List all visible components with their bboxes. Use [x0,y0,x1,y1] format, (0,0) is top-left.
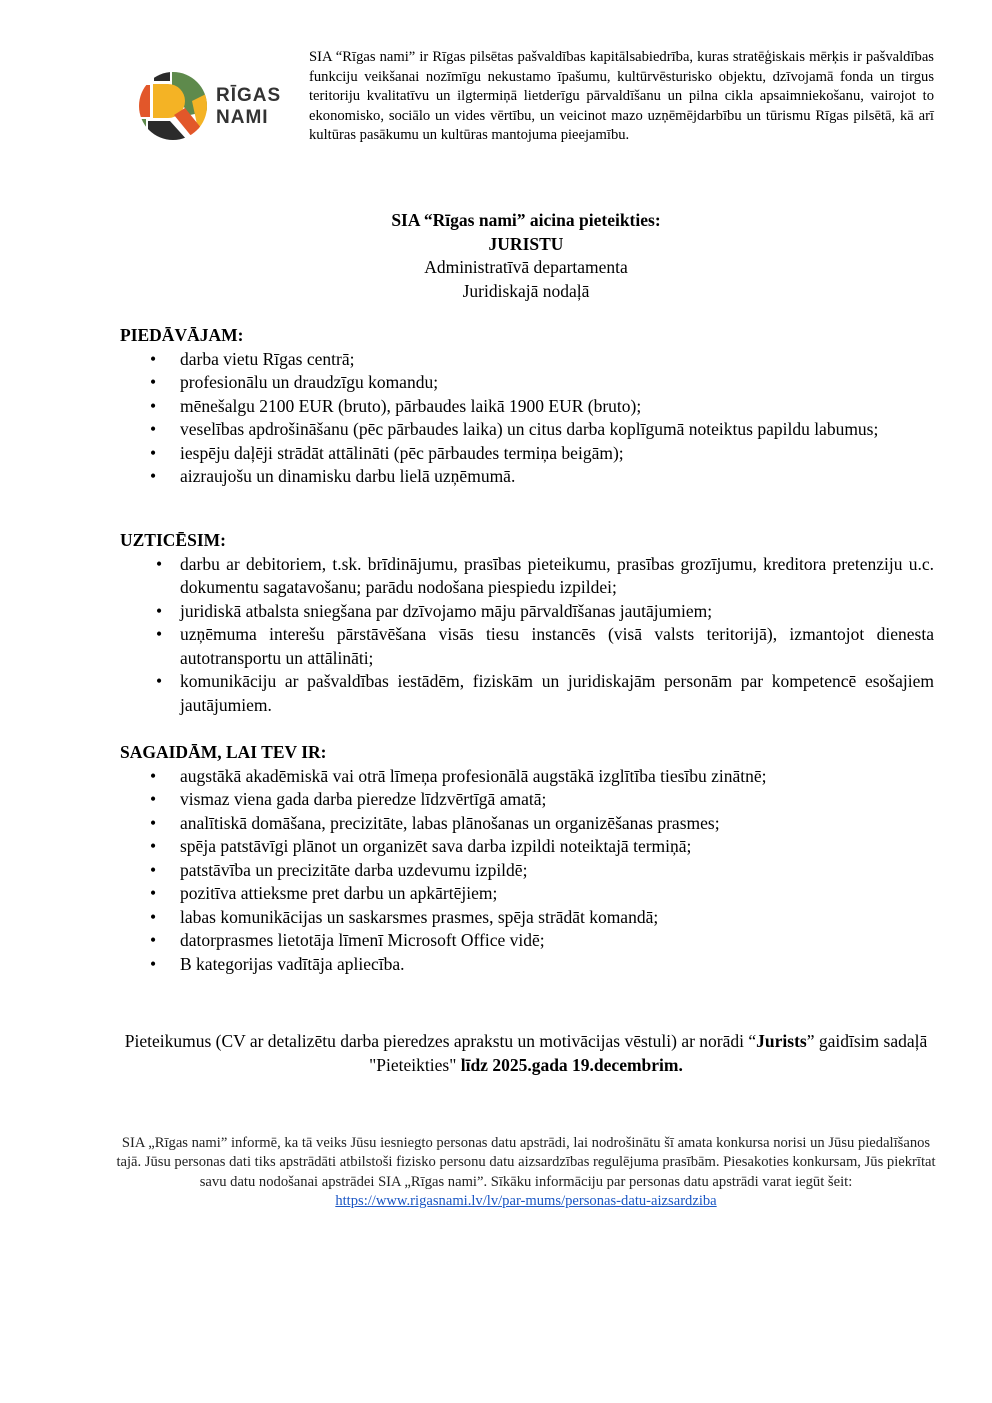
list-item [120,553,934,600]
list-item-text: juridiskā atbalsta sniegšana par dzīvojamo māju pārvaldīšanas jautājumiem; [180,600,713,621]
section-title: UZTICĒSIM: [120,530,226,550]
logo-text-line1: RĪGAS [216,85,282,106]
division-name: Juridiskajā nodaļā [462,280,590,301]
list-item-text: komunikāciju ar pašvaldības iestādēm, fiziskām un juridiskajām personām par kompetencē esošajiem jautājumiem. [180,671,934,715]
bullet-icon: • [150,812,157,833]
company-logo [138,71,282,141]
list-item [120,929,934,953]
list-item-text: analītiskā domāšana, precizitāte, labas plānošanas un organizēšanas prasmes; [180,812,720,833]
list-item-text: labas komunikācijas un saskarsmes prasmes, spēja strādāt komandā; [180,906,659,927]
bullet-icon: • [156,624,163,644]
list-item [120,859,934,883]
list-item-text: aizraujošu un dinamisku darbu lielā uzņēmumā. [180,466,516,486]
list-item [120,670,934,717]
apply-deadline: līdz 2025.gada 19.decembrim. [460,1054,683,1075]
bullet-icon: • [150,953,157,974]
bullet-icon: • [150,789,157,809]
heading-invite: SIA “Rīgas nami” aicina pieteikties: [391,210,661,230]
list-item [120,765,934,789]
list-item [120,623,934,670]
list-item-text: veselības apdrošināšanu (pēc pārbaudes laika) un citus darba koplīgumā noteiktus papildu labumus; [180,419,879,439]
list-item-text: darba vietu Rīgas centrā; [180,348,355,369]
requirements-list [120,765,934,977]
apply-position: Jurists [756,1031,807,1051]
bullet-icon: • [150,372,157,392]
list-item [120,812,934,836]
section-offer [120,324,934,489]
list-item [120,442,934,466]
bullet-icon: • [156,600,163,621]
list-item [120,835,934,859]
list-item-text: pozitīva attieksme pret darbu un apkārtējiem; [180,883,498,903]
list-item [120,371,934,395]
bullet-icon: • [150,348,157,369]
list-item-text: datorprasmes lietotāja līmenī Microsoft Office vidē; [180,930,545,950]
apply-text-part2: ” gaidīsim sadaļā "Pieteikties" [369,1031,928,1075]
list-item [120,395,934,419]
bullet-icon: • [150,395,157,416]
list-item [120,465,934,489]
section-title: PIEDĀVĀJAM: [120,325,244,345]
privacy-text: SIA „Rīgas nami” informē, ka tā veiks Jūsu iesniegto personas datu apstrādi, lai nodrošinātu šī amata konkursa norisi un Jūsu piedalīšanos tajā. Jūsu personas dati tiks apstrādāti atbilstoši fizisko personu datu aizsardzības regulējuma prasībām. Piesakoties konkursam, Jūs piekrītat savu datu nodošanai apstrādei SIA „Rīgas nami”. Sīkāku informāciju par personas datu apstrādi varat iegūt šeit: [116,1135,936,1190]
list-item-text: iespēju daļēji strādāt attālināti (pēc pārbaudes termiņa beigām); [180,442,624,463]
bullet-icon: • [150,906,157,927]
section-requirements [120,741,934,976]
application-instructions [120,1030,932,1077]
logo-text-line2: NAMI [216,107,269,128]
bullet-icon: • [150,883,157,903]
bullet-icon: • [150,930,157,950]
list-item-text: vismaz viena gada darba pieredze līdzvērtīgā amatā; [180,789,547,809]
rigas-nami-logo-icon [138,71,208,141]
bullet-icon: • [150,419,157,439]
bullet-icon: • [150,765,157,786]
list-item-text: mēnešalgu 2100 EUR (bruto), pārbaudes laikā 1900 EUR (bruto); [180,395,642,416]
bullet-icon: • [156,553,163,574]
list-item-text: patstāvība un precizitāte darba uzdevumu izpildē; [180,859,528,880]
position-title: JURISTU [488,233,564,254]
privacy-notice [115,1134,937,1211]
section-title: SAGAIDĀM, LAI TEV IR: [120,742,327,762]
company-intro: SIA “Rīgas nami” ir Rīgas pilsētas pašvaldības kapitālsabiedrība, kuras stratēģiskais mērķis ir pašvaldības funkciju veikšanai nozīmīgu nekustamo īpašumu, kultūrvēsturisko objektu, dzīvojamā fonda un tirgus teritoriju kvalitatīvu un ilgtermiņā lietderīgu pārvaldīšanu un pilna cikla apsaimniekošanu, vairojot to ekonomisko, sociālo un vides vērtību, un veicinot mazo uzņēmējdarbību un tūrismu Rīgas pilsētā, kā arī kultūras pasākumu un kultūras mantojuma pieejamību. [309,49,934,143]
vacancy-heading [120,209,932,303]
list-item [120,418,934,442]
duties-list [120,553,934,718]
apply-text-part1: Pieteikumus (CV ar detalizētu darba pieredzes aprakstu un motivācijas vēstuli) ar norādi “ [124,1031,757,1051]
list-item-text: spēja patstāvīgi plānot un organizēt sava darba izpildi noteiktajā termiņā; [180,836,692,856]
offer-list [120,348,934,489]
bullet-icon: • [150,859,157,880]
privacy-policy-link[interactable]: https://www.rigasnami.lv/lv/par-mums/personas-datu-aizsardziba [335,1192,717,1209]
bullet-icon: • [150,442,157,463]
list-item [120,953,934,977]
section-duties [120,529,934,717]
list-item-text: B kategorijas vadītāja apliecība. [180,953,405,974]
list-item [120,600,934,624]
department-name: Administratīvā departamenta [424,257,628,277]
bullet-icon: • [150,466,157,486]
list-item [120,348,934,372]
list-item-text: darbu ar debitoriem, t.sk. brīdinājumu, prasības pieteikumu, prasības grozījumu, kreditora pretenziju u.c. dokumentu sagatavošanu; parādu nodošana piespiedu izpildei; [180,553,934,597]
bullet-icon: • [150,836,157,856]
list-item [120,882,934,906]
logo-wordmark [216,85,281,129]
list-item-text: uzņēmuma interešu pārstāvēšana visās tiesu instancēs (visā valsts teritorijā), izmantojot dienesta autotransportu un attālināti; [180,624,934,668]
list-item-text: augstākā akadēmiskā vai otrā līmeņa profesionālā augstākā izglītība tiesību zinātnē; [180,765,767,786]
list-item [120,788,934,812]
list-item [120,906,934,930]
list-item-text: profesionālu un draudzīgu komandu; [180,372,439,392]
bullet-icon: • [156,671,163,691]
